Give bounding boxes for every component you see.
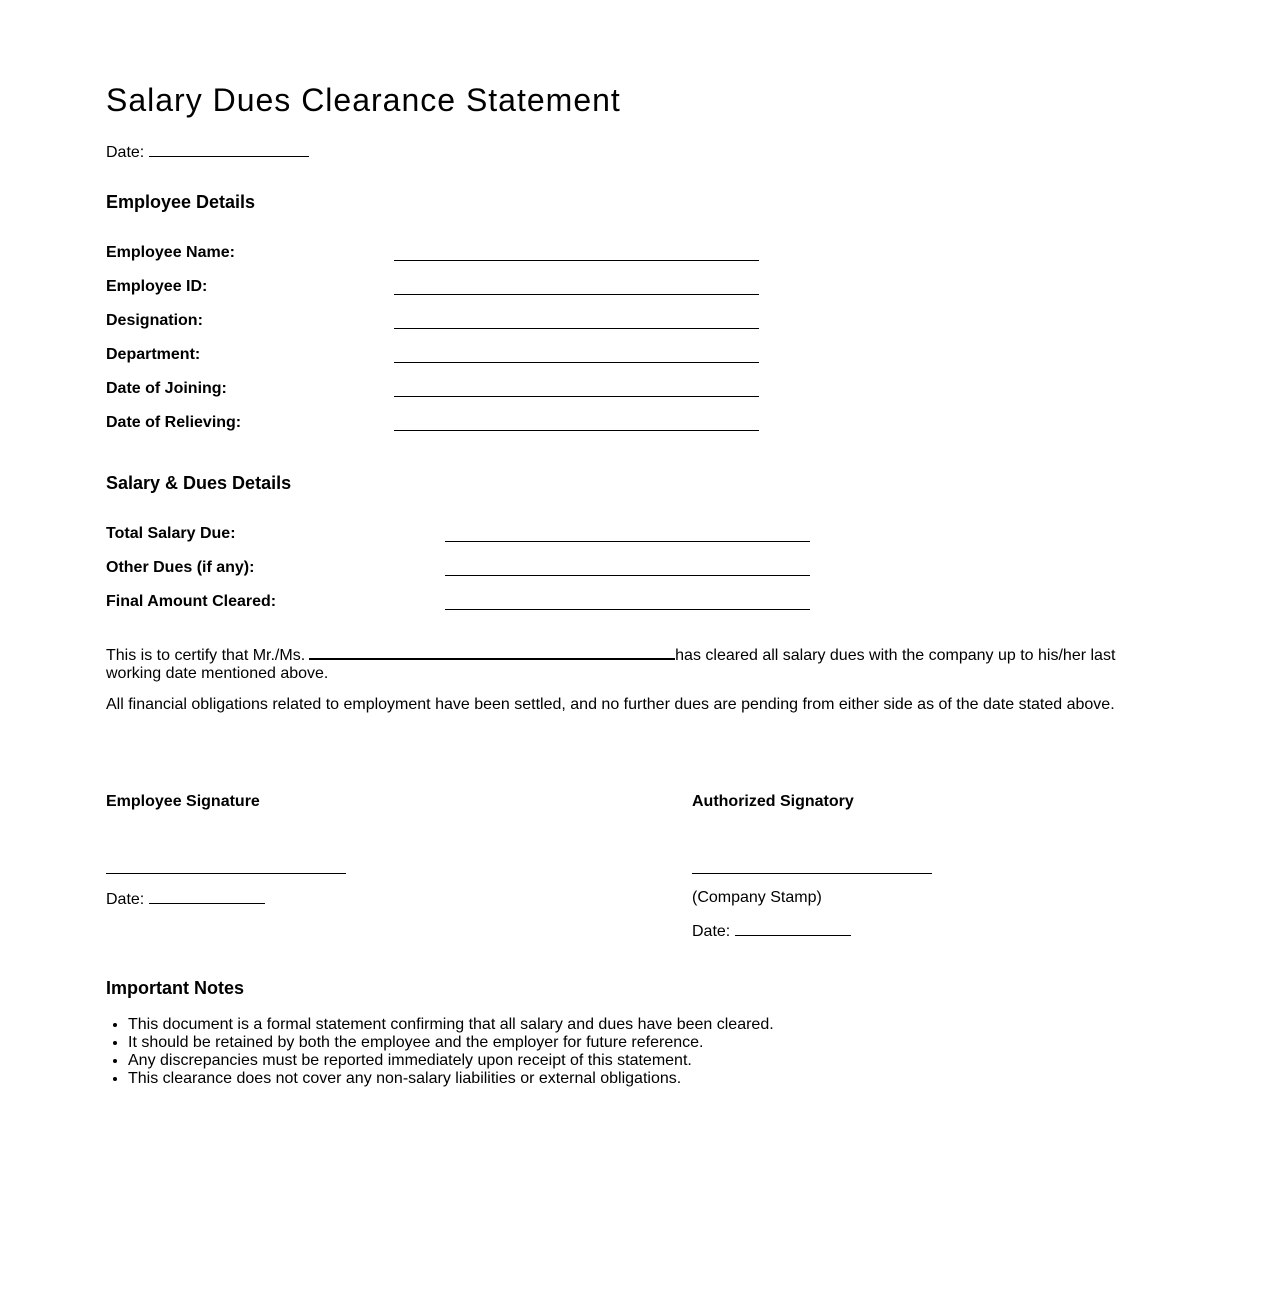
date-of-relieving-blank[interactable] [394,430,759,431]
date-of-relieving-label: Date of Relieving: [106,414,242,431]
note-item: • This document is a formal statement confirming that all salary and dues have been cleared. [128,1016,774,1034]
department-blank[interactable] [394,362,759,363]
note-item: • This clearance does not cover any non-salary liabilities or external obligations. [128,1070,774,1088]
total-salary-due-blank[interactable] [445,541,810,542]
employee-id-row [106,278,906,300]
authorized-signature-date-label: Date: [692,923,731,940]
other-dues-row [106,559,906,581]
document-title: Salary Dues Clearance Statement [106,82,621,118]
important-notes-heading: Important Notes [106,978,245,998]
employee-signature-date-label: Date: [106,891,145,908]
designation-row [106,312,906,334]
document-date-label: Date: [106,144,145,161]
designation-blank[interactable] [394,328,759,329]
certification-paragraph [106,644,1146,683]
settlement-statement: All financial obligations related to employment have been settled, and no further dues are pending from either side as of the date stated above. [106,696,1115,713]
department-row [106,346,906,368]
authorized-signature-date [692,921,851,941]
important-notes-list [106,1016,774,1088]
date-of-relieving-row [106,414,906,436]
document-date [106,142,309,162]
employee-name-row [106,244,906,266]
employee-name-label: Employee Name: [106,244,235,261]
employee-id-label: Employee ID: [106,278,208,295]
employee-signature-heading: Employee Signature [106,793,260,810]
employee-name-blank[interactable] [394,260,759,261]
employee-signature-date [106,889,265,909]
salary-dues-heading: Salary & Dues Details [106,473,292,493]
certification-suffix: has cleared all salary dues with the company up to his/her last working date mentioned above. [106,647,1116,682]
authorized-signature-date-blank[interactable] [735,921,851,936]
authorized-signatory-heading: Authorized Signatory [692,793,854,810]
total-salary-due-row [106,525,906,547]
employee-signature-date-blank[interactable] [149,889,265,904]
total-salary-due-label: Total Salary Due: [106,525,236,542]
employee-details-heading: Employee Details [106,192,256,212]
note-item: • It should be retained by both the employee and the employer for future reference. [128,1034,774,1052]
department-label: Department: [106,346,201,363]
company-stamp-label: (Company Stamp) [692,889,822,906]
certified-person-blank[interactable] [309,644,675,660]
authorized-signature-line[interactable] [692,873,932,874]
final-amount-label: Final Amount Cleared: [106,593,277,610]
employee-signature-line[interactable] [106,873,346,874]
date-of-joining-blank[interactable] [394,396,759,397]
employee-id-blank[interactable] [394,294,759,295]
designation-label: Designation: [106,312,203,329]
other-dues-label: Other Dues (if any): [106,559,255,576]
final-amount-blank[interactable] [445,609,810,610]
document-date-blank[interactable] [149,142,309,157]
note-item: • Any discrepancies must be reported immediately upon receipt of this statement. [128,1052,774,1070]
date-of-joining-row [106,380,906,402]
other-dues-blank[interactable] [445,575,810,576]
date-of-joining-label: Date of Joining: [106,380,227,397]
final-amount-row [106,593,906,615]
certification-prefix: This is to certify that Mr./Ms. [106,647,306,664]
